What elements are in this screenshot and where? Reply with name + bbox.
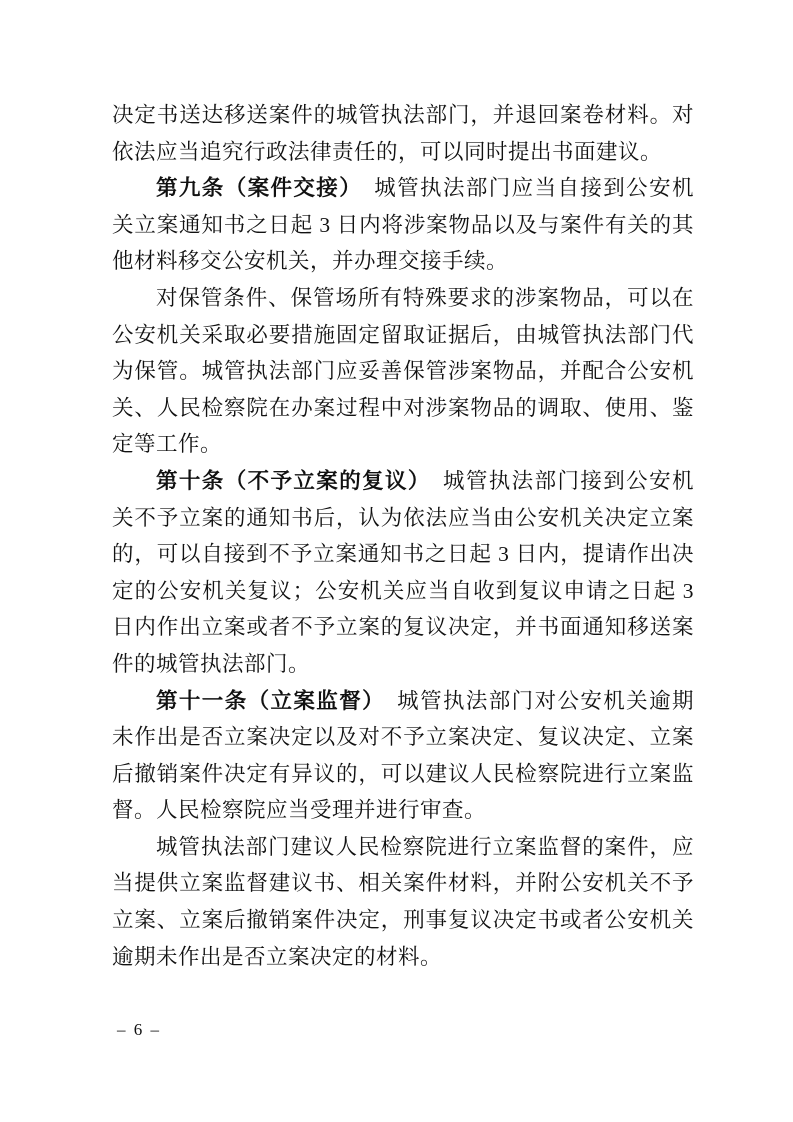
paragraph-text: 城管执法部门应当自接到公安机关立案通知书之日起 3 日内将涉案物品以及与案件有关的其他材料移交公安机关，并办理交接手续。 <box>112 176 694 274</box>
page-number: – 6 – <box>117 1020 161 1039</box>
paragraph-text: 城管执法部门接到公安机关不予立案的通知书后，认为依法应当由公安机关决定立案的，可以自接到不予立案通知书之日起 3 日内，提请作出决定的公安机关复议；公安机关应当自收到复议申请之日起 3 日内作出立案或者不予立案的复议决定，并书面通知移送案件的城管执法部门。 <box>112 468 694 676</box>
paragraph-text: 对保管条件、保管场所有特殊要求的涉案物品，可以在公安机关采取必要措施固定留取证据后，由城管执法部门代为保管。城管执法部门应妥善保管涉案物品，并配合公安机关、人民检察院在办案过程中对涉案物品的调取、使用、鉴定等工作。 <box>112 285 694 457</box>
paragraph-article-9 <box>112 170 694 280</box>
article-11-heading: 第十一条（立案监督） <box>156 688 375 713</box>
paragraph-text: 城管执法部门建议人民检察院进行立案监督的案件，应当提供立案监督建议书、相关案件材料，并附公安机关不予立案、立案后撤销案件决定，刑事复议决定书或者公安机关逾期未作出是否立案决定的材料。 <box>112 834 694 969</box>
paragraph-text: 决定书送达移送案件的城管执法部门，并退回案卷材料。对依法应当追究行政法律责任的，可以同时提出书面建议。 <box>112 103 694 164</box>
paragraph-article-10 <box>112 463 694 683</box>
article-9-heading: 第九条（案件交接） <box>156 176 352 201</box>
paragraph-supervision-materials <box>112 829 694 975</box>
article-10-heading: 第十条（不予立案的复议） <box>156 468 421 493</box>
paragraph-storage-rules <box>112 280 694 463</box>
text-block <box>112 97 694 975</box>
paragraph-text: 城管执法部门对公安机关逾期未作出是否立案决定以及对不予立案决定、复议决定、立案后撤销案件决定有异议的，可以建议人民检察院进行立案监督。人民检察院应当受理并进行审查。 <box>112 688 694 823</box>
paragraph-article-11 <box>112 683 694 829</box>
paragraph-continuation <box>112 97 694 170</box>
